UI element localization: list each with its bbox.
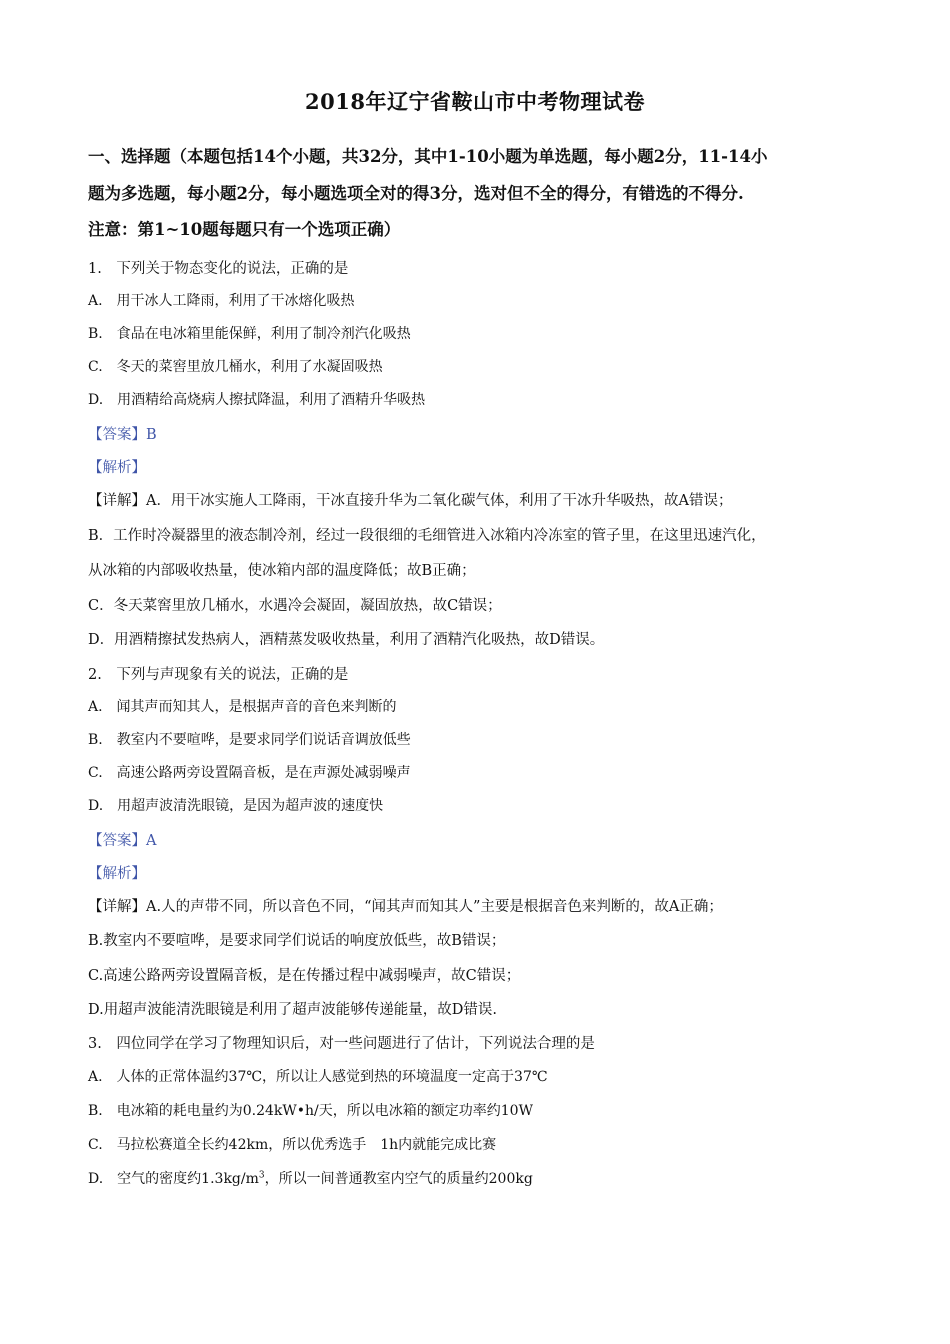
question-3-option-d-tail: ，所以一间普通教室内空气的质量约200kg: [264, 1171, 533, 1187]
question-2-analysis-label: 【解析】: [88, 866, 146, 882]
question-1-detail-2: B．工作时冷凝器里的液态制冷剂，经过一段很细的毛细管进入冰箱内冷冻室的管子里，在这里迅速汽化，: [88, 528, 766, 544]
question-1-option-d: D. 用酒精给高烧病人擦拭降温，利用了酒精升华吸热: [88, 392, 426, 408]
question-1-option-c: C. 冬天的菜窖里放几桶水，利用了水凝固吸热: [88, 359, 383, 375]
question-2-option-a: A. 闻其声而知其人，是根据声音的音色来判断的: [88, 699, 397, 715]
section-heading-line-1: 一、选择题（本题包括14个小题，共32分，其中1-10小题为单选题，每小题2分，11-14小: [88, 147, 768, 166]
section-heading-line-3: 注意：第1~10题每题只有一个选项正确）: [88, 220, 401, 239]
question-1-stem: 1. 下列关于物态变化的说法，正确的是: [88, 261, 349, 277]
question-1-detail-1: 【详解】A．用干冰实施人工降雨，干冰直接升华为二氧化碳气体，利用了干冰升华吸热，故A错误；: [88, 493, 733, 509]
page-title: 2018年辽宁省鞍山市中考物理试卷: [305, 89, 645, 114]
question-2-stem: 2. 下列与声现象有关的说法，正确的是: [88, 667, 349, 683]
section-heading-line-2: 题为多选题，每小题2分，每小题选项全对的得3分，选对但不全的得分，有错选的不得分.: [88, 184, 744, 203]
question-3-stem: 3. 四位同学在学习了物理知识后，对一些问题进行了估计，下列说法合理的是: [88, 1036, 595, 1052]
question-2-option-d: D. 用超声波清洗眼镜，是因为超声波的速度快: [88, 798, 384, 814]
question-3-option-b: B. 电冰箱的耗电量约为0.24kW•h/天，所以电冰箱的额定功率约10W: [88, 1103, 533, 1119]
question-1-analysis-label: 【解析】: [88, 460, 146, 476]
question-3-option-c: C. 马拉松赛道全长约42km，所以优秀选手 1h内就能完成比赛: [88, 1137, 497, 1153]
cubic-exponent: 3: [258, 1170, 265, 1181]
question-1-answer: 【答案】B: [88, 427, 157, 443]
question-2-detail-2: B.教室内不要喧哗，是要求同学们说话的响度放低些，故B错误；: [88, 933, 506, 949]
question-3-option-a: A. 人体的正常体温约37℃，所以让人感觉到热的环境温度一定高于37℃: [88, 1069, 548, 1085]
question-2-detail-1: 【详解】A.人的声带不同，所以音色不同，“闻其声而知其人”主要是根据音色来判断的，故A正确；: [88, 899, 723, 915]
question-1-detail-3: 从冰箱的内部吸收热量，使冰箱内部的温度降低；故B正确；: [88, 563, 476, 579]
question-1-option-a: A. 用干冰人工降雨，利用了干冰熔化吸热: [88, 293, 355, 309]
question-2-detail-4: D.用超声波能清洗眼镜是利用了超声波能够传递能量，故D错误.: [88, 1002, 497, 1018]
question-3-option-d: [88, 1168, 878, 1188]
question-1-option-b: B. 食品在电冰箱里能保鲜，利用了制冷剂汽化吸热: [88, 326, 411, 342]
question-3-option-d-text: D. 空气的密度约1.3kg/m: [88, 1171, 259, 1187]
question-2-option-b: B. 教室内不要喧哗，是要求同学们说话音调放低些: [88, 732, 411, 748]
question-2-answer: 【答案】A: [88, 833, 157, 849]
question-2-detail-3: C.高速公路两旁设置隔音板，是在传播过程中减弱噪声，故C错误；: [88, 968, 521, 984]
question-1-detail-5: D．用酒精擦拭发热病人，酒精蒸发吸收热量，利用了酒精汽化吸热，故D错误。: [88, 632, 605, 648]
question-1-detail-4: C．冬天菜窖里放几桶水，水遇冷会凝固，凝固放热，故C错误；: [88, 598, 502, 614]
question-2-option-c: C. 高速公路两旁设置隔音板，是在声源处减弱噪声: [88, 765, 411, 781]
